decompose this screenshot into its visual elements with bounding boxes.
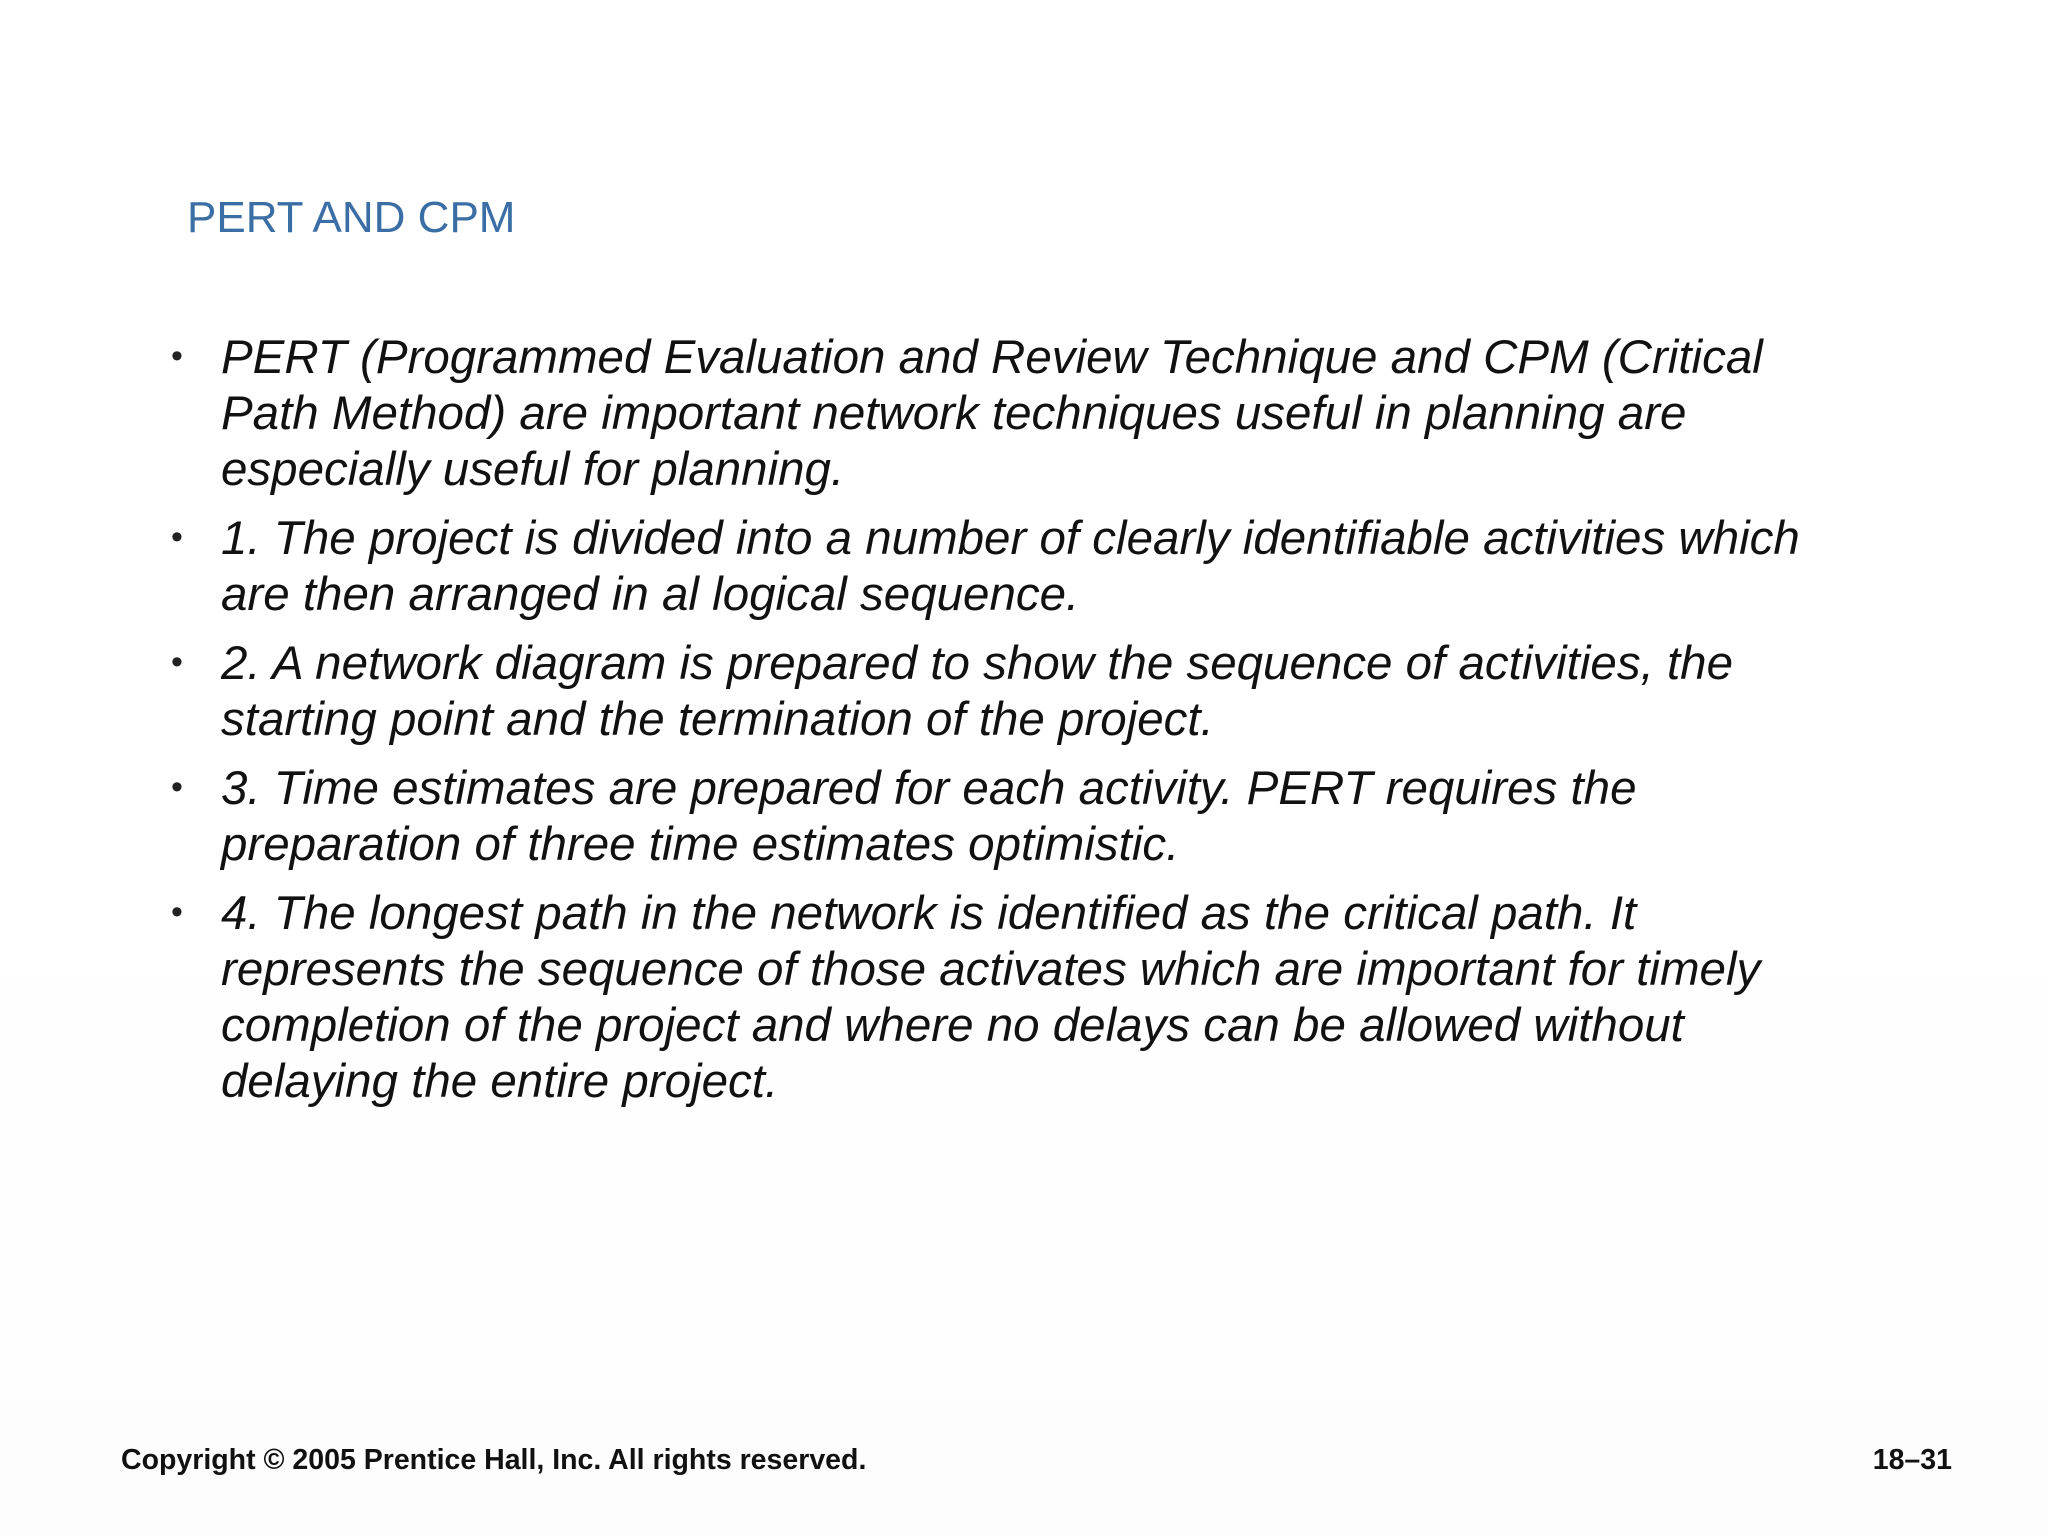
bullet-icon: • [171, 768, 183, 806]
slide-title: PERT AND CPM [187, 193, 516, 242]
bullet-text: 3. Time estimates are prepared for each activity. PERT requires the preparation of three time estimates optimistic. [221, 762, 1637, 871]
bullet-item-2 [164, 511, 1824, 623]
bullet-icon: • [171, 893, 183, 931]
bullet-text: 1. The project is divided into a number of clearly identifiable activities which are then arranged in al logical sequence. [221, 512, 1800, 621]
bullet-text: PERT (Programmed Evaluation and Review Technique and CPM (Critical Path Method) are important network techniques useful in planning are especially useful for planning. [221, 331, 1763, 496]
page-number: 18–31 [1872, 1444, 1952, 1476]
footer-copyright: Copyright © 2005 Prentice Hall, Inc. All rights reserved. [121, 1444, 867, 1476]
bullet-text: 4. The longest path in the network is identified as the critical path. It represents the sequence of those activates which are important for timely completion of the project and where no delays can be allowed without delaying the entire project. [221, 887, 1761, 1108]
bullet-icon: • [171, 337, 183, 375]
bullet-list [164, 330, 1824, 1123]
bullet-icon: • [171, 643, 183, 681]
bullet-item-1 [164, 330, 1824, 498]
bullet-item-5 [164, 886, 1824, 1110]
bullet-icon: • [171, 518, 183, 556]
bullet-text: 2. A network diagram is prepared to show the sequence of activities, the starting point and the termination of the project. [221, 637, 1734, 746]
bullet-item-4 [164, 761, 1824, 873]
bullet-item-3 [164, 636, 1824, 748]
